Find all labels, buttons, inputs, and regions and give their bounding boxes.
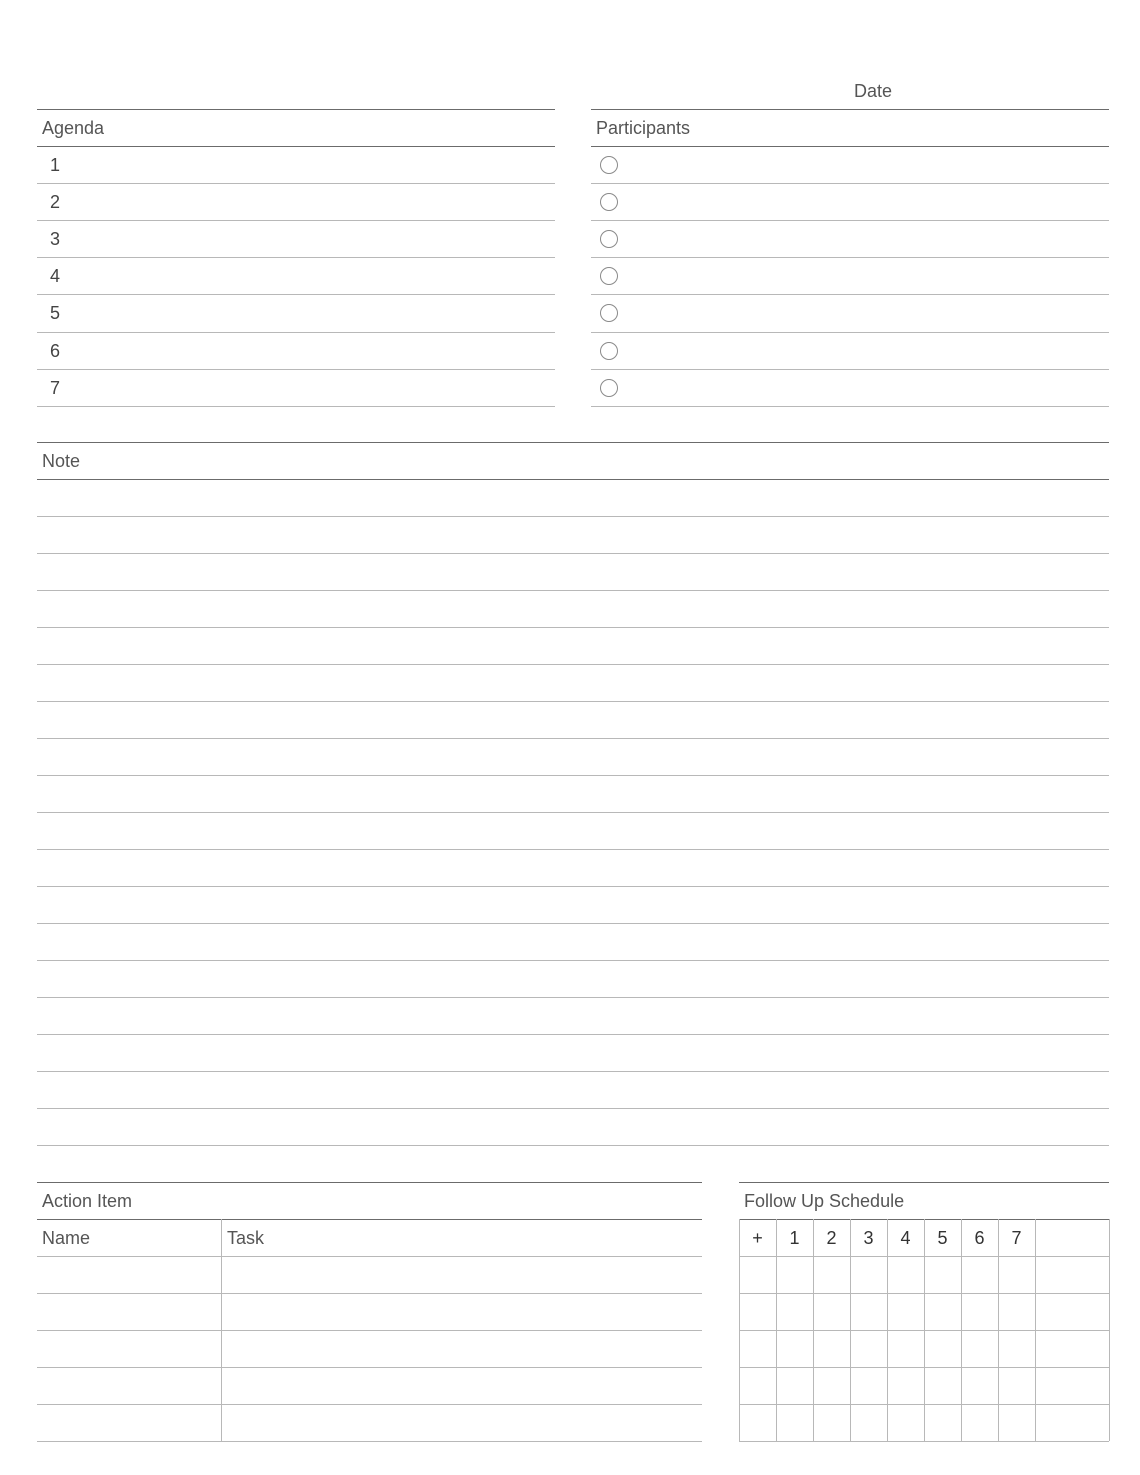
date-label: Date — [854, 81, 893, 101]
participant-checkbox-circle[interactable] — [600, 304, 618, 322]
note-line[interactable] — [37, 738, 1109, 739]
follow-up-title: Follow Up Schedule — [744, 1191, 905, 1211]
agenda-row-line[interactable] — [37, 406, 555, 407]
action-row-line[interactable] — [37, 1404, 702, 1405]
schedule-column-header: 6 — [974, 1228, 985, 1248]
note-line[interactable] — [37, 997, 1109, 998]
note-line[interactable] — [37, 516, 1109, 517]
agenda-title: Agenda — [42, 118, 105, 138]
note-line[interactable] — [37, 701, 1109, 702]
action-row-line[interactable] — [37, 1367, 702, 1368]
note-line[interactable] — [37, 849, 1109, 850]
schedule-row-line[interactable] — [739, 1256, 1109, 1257]
agenda-row-line[interactable] — [37, 257, 555, 258]
schedule-column-header: 7 — [1011, 1228, 1022, 1248]
schedule-row-line[interactable] — [739, 1441, 1109, 1442]
action-row-line[interactable] — [37, 1330, 702, 1331]
note-line[interactable] — [37, 1071, 1109, 1072]
agenda-item-number: 1 — [50, 155, 61, 175]
note-top-rule — [37, 442, 1109, 443]
agenda-header-rule — [37, 146, 555, 147]
participant-checkbox-circle[interactable] — [600, 193, 618, 211]
schedule-column-header: + — [752, 1228, 763, 1248]
note-line[interactable] — [37, 812, 1109, 813]
participant-row-line[interactable] — [591, 183, 1109, 184]
participant-checkbox-circle[interactable] — [600, 267, 618, 285]
note-line[interactable] — [37, 886, 1109, 887]
participant-checkbox-circle[interactable] — [600, 156, 618, 174]
note-line[interactable] — [37, 1034, 1109, 1035]
note-line[interactable] — [37, 923, 1109, 924]
agenda-row-line[interactable] — [37, 369, 555, 370]
schedule-column-line — [1109, 1219, 1110, 1441]
participant-row-line[interactable] — [591, 369, 1109, 370]
participant-checkbox-circle[interactable] — [600, 342, 618, 360]
participants-top-rule — [591, 109, 1109, 110]
agenda-row-line[interactable] — [37, 183, 555, 184]
note-line[interactable] — [37, 553, 1109, 554]
agenda-row-line[interactable] — [37, 332, 555, 333]
action-row-line[interactable] — [37, 1293, 702, 1294]
note-line[interactable] — [37, 960, 1109, 961]
schedule-row-line[interactable] — [739, 1404, 1109, 1405]
agenda-item-number: 6 — [50, 340, 61, 361]
schedule-column-header: 2 — [826, 1228, 837, 1248]
action-item-title: Action Item — [42, 1191, 133, 1211]
participants-header-rule — [591, 146, 1109, 147]
participant-row-line[interactable] — [591, 294, 1109, 295]
note-line[interactable] — [37, 627, 1109, 628]
agenda-row-line[interactable] — [37, 220, 555, 221]
note-title: Note — [42, 451, 81, 471]
schedule-column-header: 1 — [789, 1228, 800, 1248]
participant-row-line[interactable] — [591, 220, 1109, 221]
note-header-rule — [37, 479, 1109, 480]
note-line[interactable] — [37, 775, 1109, 776]
participants-title: Participants — [596, 118, 691, 138]
agenda-item-number: 4 — [50, 266, 61, 287]
action-row-line[interactable] — [37, 1441, 702, 1442]
agenda-item-number: 5 — [50, 303, 61, 324]
note-line[interactable] — [37, 590, 1109, 591]
agenda-item-number: 2 — [50, 192, 61, 213]
schedule-row-line[interactable] — [739, 1293, 1109, 1294]
action-row-line[interactable] — [37, 1256, 702, 1257]
action-col-task: Task — [227, 1228, 265, 1248]
agenda-item-number: 3 — [50, 229, 61, 250]
participant-row-line[interactable] — [591, 406, 1109, 407]
agenda-row-line[interactable] — [37, 294, 555, 295]
action-top-rule — [37, 1182, 702, 1183]
schedule-row-line[interactable] — [739, 1330, 1109, 1331]
action-header-rule — [37, 1219, 702, 1220]
participant-row-line[interactable] — [591, 332, 1109, 333]
agenda-item-number: 7 — [50, 377, 61, 398]
schedule-column-header: 5 — [937, 1228, 948, 1248]
participant-checkbox-circle[interactable] — [600, 230, 618, 248]
participant-row-line[interactable] — [591, 257, 1109, 258]
schedule-row-line[interactable] — [739, 1367, 1109, 1368]
note-line[interactable] — [37, 1145, 1109, 1146]
note-line[interactable] — [37, 664, 1109, 665]
participant-checkbox-circle[interactable] — [600, 379, 618, 397]
agenda-top-rule — [37, 109, 555, 110]
schedule-column-header: 4 — [900, 1228, 911, 1248]
schedule-column-header: 3 — [863, 1228, 874, 1248]
note-line[interactable] — [37, 1108, 1109, 1109]
action-col-name: Name — [42, 1228, 91, 1248]
followup-top-rule — [739, 1182, 1109, 1183]
